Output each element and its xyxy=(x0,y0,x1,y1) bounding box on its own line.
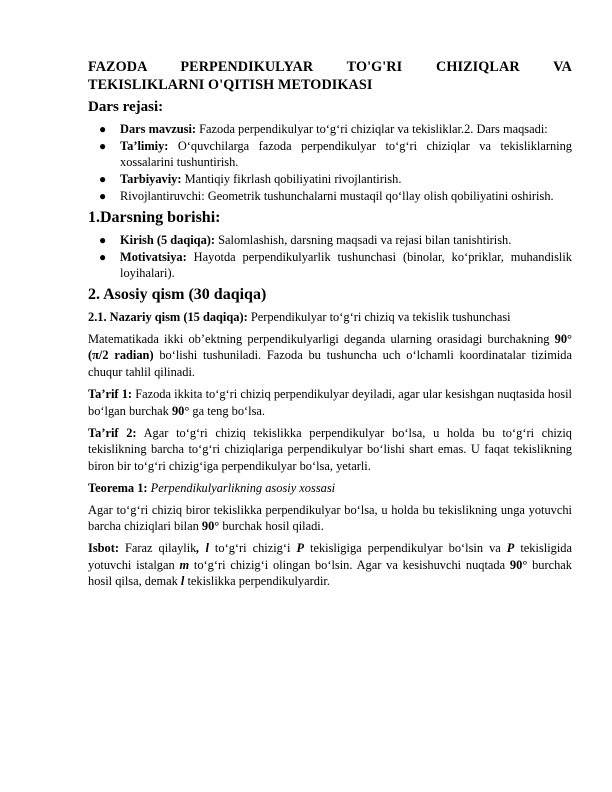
course-item xyxy=(88,232,572,248)
proof-text-9: to‘g‘ri chizig‘i olingan bo‘lsin. Agar va kesishuvchi nuqtada xyxy=(189,557,510,572)
definition-2-text: Agar to‘g‘ri chiziq tekislikka perpendikulyar bo‘lsa, u holda bu to‘g‘ri chiziq tekislikning barcha to‘g‘ri chiziqlariga perpendikulyar bo‘lishi shart emas. U faqat tekislikning biron bir to‘g‘ri chizig‘iga perpendikulyar bo‘lsa, yetarli. xyxy=(88,426,572,473)
course-item-label: Motivatsiya: xyxy=(120,250,187,264)
course-heading: 1.Darsning borishi: xyxy=(88,209,221,226)
theorem-title: Perpendikulyarlikning asosiy xossasi xyxy=(147,481,336,496)
proof-text-6: P xyxy=(506,541,515,556)
definition-1-text-b: 90° xyxy=(171,403,190,418)
theorem-text-c: burchak hosil qiladi. xyxy=(219,519,324,534)
bullet-icon: ● xyxy=(99,122,107,136)
proof-text-4: P xyxy=(296,541,305,556)
plan-item-text: O‘quvchilarga fazoda perpendikulyar to‘g‘ri chiziqlar va tekisliklarning xossalarini tushuntirish. xyxy=(120,139,572,169)
intro-text-c: bo‘lishi tushuniladi. Fazoda bu tushuncha uch o‘lchamli koordinatalar tizimida chuqur tahlil qilinadi. xyxy=(88,348,572,379)
plan-item-label: Tarbiyaviy: xyxy=(120,172,182,186)
plan-item-text: Mantiqiy fikrlash qobiliyatini rivojlantirish. xyxy=(181,172,402,186)
proof-text-12: l xyxy=(180,574,185,589)
title-line-1: FAZODA PERPENDIKULYAR TO'G'RI CHIZIQLAR VA xyxy=(88,59,572,75)
plan-item xyxy=(88,171,572,187)
definition-1-label: Ta’rif 1: xyxy=(88,387,133,402)
definition-2-label: Ta’rif 2: xyxy=(88,426,137,441)
theorem-text-b: 90° xyxy=(201,519,220,534)
theory-subheading xyxy=(88,309,572,325)
theory-label: 2.1. Nazariy qism (15 daqiqa): xyxy=(88,310,248,324)
intro-text-b: 90° (π/2 radian) xyxy=(88,332,572,363)
plan-item-text: Fazoda perpendikulyar to‘g‘ri chiziqlar va tekisliklar.2. Dars maqsadi: xyxy=(196,122,548,136)
course-list xyxy=(88,232,572,281)
proof-label: Isbot: xyxy=(88,541,119,556)
definition-1-text-c: ga teng bo‘lsa. xyxy=(189,403,266,418)
proof-text-13: tekislikka perpendikulyardir. xyxy=(184,574,330,589)
proof-text-5: tekisligiga perpendikulyar bo‘lsin va xyxy=(304,541,507,556)
plan-item-label: Ta’limiy: xyxy=(120,139,169,153)
proof-text-1: Faraz qilaylik xyxy=(118,541,197,556)
bullet-icon: ● xyxy=(99,139,107,153)
intro-text-a: Matematikada ikki ob’ektning perpendikulyarligi deganda ularning orasidagi burchakning xyxy=(88,332,555,346)
theorem-label: Teorema 1: xyxy=(88,481,148,496)
proof-text-7: tekisligida yotuvchi istalgan xyxy=(88,541,572,572)
proof-paragraph xyxy=(88,540,572,589)
plan-item-label: Dars mavzusi: xyxy=(120,122,197,136)
proof-text-3: to‘g‘ri chizig‘i xyxy=(208,541,297,556)
course-item-label: Kirish (5 daqiqa): xyxy=(120,233,216,247)
plan-item xyxy=(88,138,572,170)
intro-paragraph xyxy=(88,331,572,380)
bullet-icon: ● xyxy=(99,172,107,186)
definition-1 xyxy=(88,386,572,419)
plan-item xyxy=(88,188,572,204)
bullet-icon: ● xyxy=(99,233,107,247)
definition-2 xyxy=(88,425,572,474)
bullet-icon: ● xyxy=(99,189,107,203)
course-item-text: Hayotda perpendikulyarlik tushunchasi (binolar, ko‘priklar, muhandislik loyihalari). xyxy=(120,250,572,280)
proof-text-2: , l xyxy=(196,541,209,556)
proof-text-8: m xyxy=(179,557,190,572)
plan-heading: Dars rejasi: xyxy=(88,99,164,115)
proof-text-11: burchak hosil qilsa, demak xyxy=(88,557,572,589)
plan-item xyxy=(88,121,572,137)
course-item-text: Salomlashish, darsning maqsadi va rejasi bilan tanishtirish. xyxy=(215,233,512,247)
definition-1-text-a: Fazoda ikkita to‘g‘ri chiziq perpendikulyar deyiladi, agar ular kesishgan nuqtasida hosil bo‘lgan burchak xyxy=(88,387,572,418)
theory-text: Perpendikulyar to‘g‘ri chiziq va tekislik tushunchasi xyxy=(247,310,511,324)
theorem-heading xyxy=(88,480,572,496)
proof-text-10: 90° xyxy=(509,557,528,572)
course-item xyxy=(88,249,572,281)
plan-item-text: Rivojlantiruvchi: Geometrik tushunchalarni mustaqil qo‘llay olish qobiliyatini oshirish. xyxy=(120,189,554,203)
document-title xyxy=(88,58,572,94)
main-part-heading: 2. Asosiy qism (30 daqiqa) xyxy=(88,286,267,303)
theorem-statement xyxy=(88,502,572,535)
plan-list xyxy=(88,121,572,204)
theorem-text-a: Agar to‘g‘ri chiziq biror tekislikka perpendikulyar bo‘lsa, u holda bu tekislikning unga yotuvchi barcha chiziqlari bilan xyxy=(88,502,572,534)
bullet-icon: ● xyxy=(99,250,107,264)
title-line-2: TEKISLIKLARNI O'QITISH METODIKASI xyxy=(88,77,373,93)
document-page xyxy=(88,58,572,596)
